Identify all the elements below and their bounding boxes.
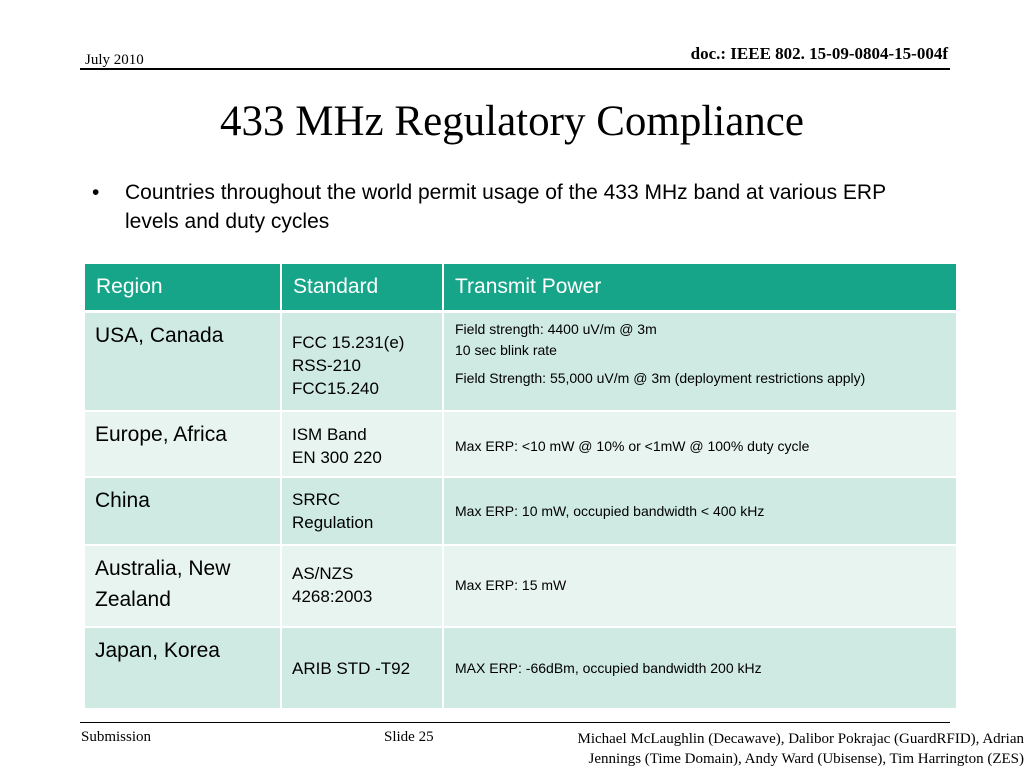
power-line: Field Strength: 55,000 uV/m @ 3m (deployment restrictions apply) <box>455 370 866 386</box>
region-text: Japan, Korea <box>95 638 220 662</box>
standard-line: EN 300 220 <box>292 447 382 467</box>
power-line: Field strength: 4400 uV/m @ 3m <box>455 321 657 337</box>
region-text: China <box>95 488 150 512</box>
cell-region <box>85 411 281 477</box>
cell-region <box>85 627 281 709</box>
bullet-point <box>92 178 942 236</box>
cell-region <box>85 312 281 411</box>
cell-standard <box>281 312 443 411</box>
region-text: USA, Canada <box>95 324 224 347</box>
header-transmit-power: Transmit Power <box>443 264 956 312</box>
table-row <box>85 411 956 477</box>
cell-standard <box>281 545 443 627</box>
cell-power <box>443 411 956 477</box>
bullet-text: Countries throughout the world permit usage of the 433 MHz band at various ERP levels and duty cycles <box>125 181 886 233</box>
cell-power <box>443 312 956 411</box>
table-row <box>85 312 956 411</box>
footer-authors-line: Michael McLaughlin (Decawave), Dalibor Pokrajac (GuardRFID), Adrian <box>577 731 1024 747</box>
standard-line: 4268:2003 <box>292 586 373 606</box>
table-row <box>85 545 956 627</box>
cell-power <box>443 545 956 627</box>
region-text: Europe, Africa <box>95 422 227 446</box>
footer-authors <box>500 729 1024 769</box>
header-standard: Standard <box>281 264 443 312</box>
standard-line: FCC 15.231(e) <box>292 333 405 352</box>
table-row <box>85 477 956 545</box>
table-header-row <box>85 264 956 312</box>
standard-line: SRRC <box>292 489 341 509</box>
power-line: Max ERP: 10 mW, occupied bandwidth < 400 kHz <box>455 502 765 519</box>
regulatory-table <box>85 264 956 710</box>
bullet-icon: • <box>92 181 100 204</box>
cell-region <box>85 477 281 545</box>
standard-line: FCC15.240 <box>292 379 379 398</box>
cell-region <box>85 545 281 627</box>
standard-line: ISM Band <box>292 424 367 444</box>
table-row <box>85 627 956 709</box>
cell-standard <box>281 627 443 709</box>
power-line: Max ERP: <10 mW @ 10% or <1mW @ 100% duty cycle <box>455 437 810 454</box>
header-date: July 2010 <box>85 52 144 68</box>
header-doc-id: doc.: IEEE 802. 15-09-0804-15-004f <box>690 44 948 63</box>
footer-slide-number: Slide 25 <box>384 729 434 745</box>
standard-line: AS/NZS <box>292 563 354 583</box>
cell-standard <box>281 477 443 545</box>
footer-submission: Submission <box>81 729 152 745</box>
cell-power <box>443 477 956 545</box>
slide-title: 433 MHz Regulatory Compliance <box>220 98 804 145</box>
footer-authors-line: Jennings (Time Domain), Andy Ward (Ubisense), Tim Harrington (ZES) <box>588 751 1024 767</box>
footer-divider <box>80 722 950 723</box>
standard-line: Regulation <box>292 512 374 532</box>
standard-line: RSS-210 <box>292 356 361 375</box>
standard-line: ARIB STD -T92 <box>292 658 411 678</box>
region-text: Australia, New Zealand <box>95 556 231 611</box>
cell-power <box>443 627 956 709</box>
power-line: Max ERP: 15 mW <box>455 576 567 593</box>
cell-standard <box>281 411 443 477</box>
power-line: 10 sec blink rate <box>455 342 557 358</box>
header-divider <box>80 68 950 70</box>
header-region: Region <box>85 264 281 312</box>
power-line: MAX ERP: -66dBm, occupied bandwidth 200 kHz <box>455 659 762 676</box>
